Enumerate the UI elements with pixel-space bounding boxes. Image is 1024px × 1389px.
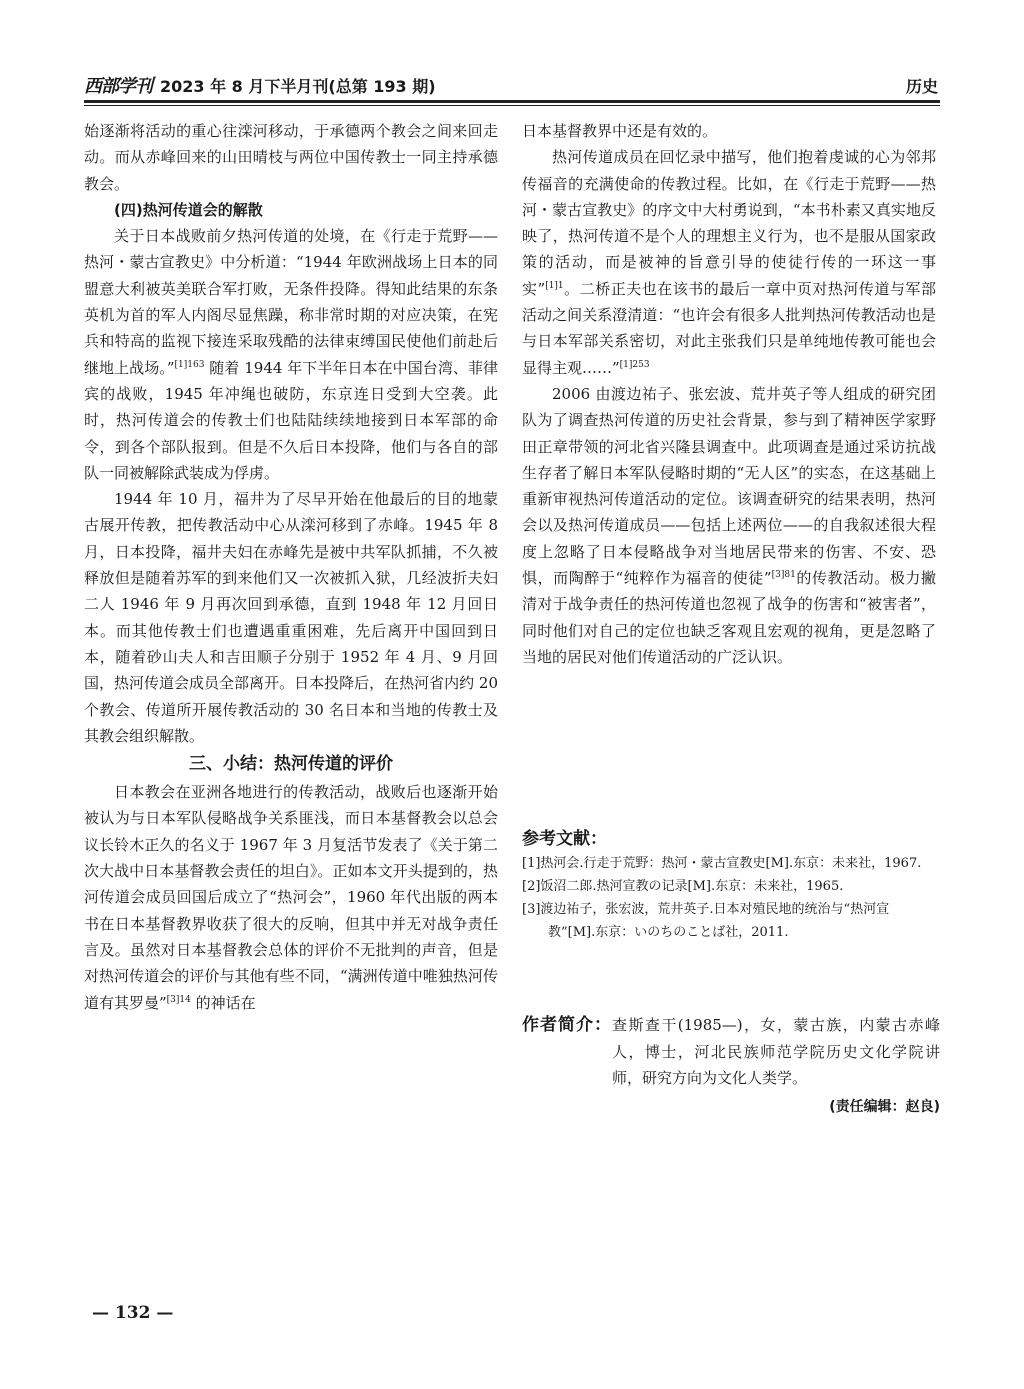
- subsection-heading: (四)热河传道会的解散: [114, 200, 263, 219]
- citation: [1]253: [619, 359, 650, 370]
- editor-credit: (责任编辑：赵良): [829, 1099, 940, 1115]
- paragraph-text: 。二桥正夫也在该书的最后一章中页对热河传道与军部活动之间关系澄清道：“也许会有很多人批判热河传教活动也是与日本军部关系密切，对此主张我们只是单纯地传教可能也会显得主观……”: [522, 279, 936, 377]
- author-bio-label: 作者简介：: [522, 1015, 612, 1035]
- citation: [1]1: [545, 280, 564, 291]
- journal-logo: 西部学刊: [84, 76, 152, 97]
- reference-item: [2]饭沼二郎.热河宣教の记录[M].东京：未来社，1965.: [522, 879, 844, 894]
- page-number: — 132 —: [92, 1303, 174, 1323]
- citation: [3]81: [771, 570, 796, 581]
- paragraph: [84, 223, 498, 486]
- author-bio-text: 查斯查干(1985—)，女，蒙古族，内蒙古赤峰人，博士，河北民族师范学院历史文化学院讲师，研究方向为文化人类学。: [612, 1016, 940, 1087]
- reference-item: [1]热河会.行走于荒野：热河・蒙古宣教史[M].东京：未来社，1967.: [522, 856, 922, 871]
- section-heading: 三、小结：热河传道的评价: [189, 754, 393, 775]
- issue-info: 2023 年 8 月下半月刊(总第 193 期): [160, 77, 436, 96]
- section-name: 历史: [905, 77, 938, 96]
- paragraph: [84, 779, 498, 1016]
- citation: [3]14: [166, 994, 191, 1005]
- paragraph-text: 的神话在: [190, 993, 256, 1012]
- paragraph-text: 随着 1944 年下半年日本在中国台湾、菲律宾的战败，1945 年冲绳也破防，东京连日受到大空袭。此时，热河传道会的传教士们也陆陆续续地接到日本军部的命令，到各个部队报到。但是不久后日本投降，他们与各自的部队一同被解除武装成为俘虏。: [84, 358, 499, 482]
- paragraph: [522, 144, 936, 381]
- right-column: [522, 118, 936, 670]
- header-rule: [84, 100, 940, 103]
- header-rule-thin: [84, 105, 940, 106]
- citation: [1]163: [174, 359, 205, 370]
- paragraph: 1944 年 10 月，福井为了尽早开始在他最后的目的地蒙古展开传教，把传教活动中心从滦河移到了赤峰。1945 年 8 月，日本投降，福井夫妇在赤峰先是被中共军队抓捕，不久被释放但是随着苏军的到来他们又一次被抓入狱，几经波折夫妇二人 1946 年 9 月再次回到承德，直到 1948 年 12 月回日本。而其他传教士们也遭遇重重困难，先后离开中国回到日本，随着砂山夫人和吉田顺子分别于 1952 年 4 月、9 月回国，热河传道会成员全部离开。日本投降后，在热河省内约 20 个教会、传道所开展传教活动的 30 名日本和当地的传教士及其教会组织解散。: [84, 490, 498, 745]
- paragraph: 日本基督教界中还是有效的。: [522, 122, 718, 140]
- paragraph: [522, 381, 936, 670]
- left-column: [84, 118, 498, 1016]
- paragraph: 始逐渐将活动的重心往滦河移动，于承德两个教会之间来回走动。而从赤峰回来的山田晴枝与两位中国传教士一同主持承德教会。: [84, 122, 498, 193]
- paragraph-text: 2006 由渡边祐子、张宏波、荒井英子等人组成的研究团队为了调查热河传道的历史社会背景，参与到了精神医学家野田正章带领的河北省兴隆县调查中。此项调查是通过采访抗战生存者了解日本军队侵略时期的“无人区”的实态，在这基础上重新审视热河传道活动的定位。该调查研究的结果表明，热河会以及热河传道成员——包括上述两位——的自我叙述很大程度上忽略了日本侵略战争对当地居民带来的伤害、不安、恐惧，而陶醉于“纯粹作为福音的使徒”: [522, 384, 936, 588]
- paragraph-text: 的传教活动。极力撇清对于战争责任的热河传道也忽视了战争的伤害和“被害者”，同时他们对自己的定位也缺乏客观且宏观的视角，更是忽略了当地的居民对他们传道活动的广泛认识。: [522, 569, 936, 666]
- running-header: [84, 72, 940, 96]
- references-list: [522, 852, 936, 944]
- paragraph-text: 日本教会在亚洲各地进行的传教活动，战败后也逐渐开始被认为与日本军队侵略战争关系匪浅，而日本基督教会以总会议长铃木正久的名义于 1967 年 3 月复活节发表了《关于第二次大战中日本基督教会责任的坦白》。正如本文开头提到的，热河传道会成员回国后成立了“热河会”，1960 年代出版的两本书在日本基督教界收获了很大的反响，但其中并无对战争责任言及。虽然对日本基督教会总体的评价不无批判的声音，但是对热河传道会的评价与其他有些不同，“满洲传道中唯独热河传道有其罗曼”: [84, 783, 498, 1012]
- reference-item: [3]渡边祐子，张宏波，荒井英子.日本对殖民地的统治与“热河宣教”[M].东京：いのちのことば社，2011.: [522, 902, 890, 940]
- references-title: 参考文献：: [522, 829, 607, 849]
- paragraph-text: 关于日本战败前夕热河传道的处境，在《行走于荒野——热河・蒙古宣教史》中分析道：“1944 年欧洲战场上日本的同盟意大利被英美联合军打败，无条件投降。得知此结果的东条英机为首的军人内阁尽显焦躁，称非常时期的对应决策，在宪兵和特高的监视下接连采取残酷的法律束缚国民使他们前赴后继地上战场。”: [84, 227, 498, 377]
- paragraph-text: 热河传道成员在回忆录中描写，他们抱着虔诚的心为邻邦传福音的充满使命的传教过程。比如，在《行走于荒野——热河・蒙古宣教史》的序文中大村勇说到，“本书朴素又真实地反映了，热河传道不是个人的理想主义行为，也不是服从国家政策的活动，而是被神的旨意引导的使徒行传的一环这一事实”: [522, 148, 936, 298]
